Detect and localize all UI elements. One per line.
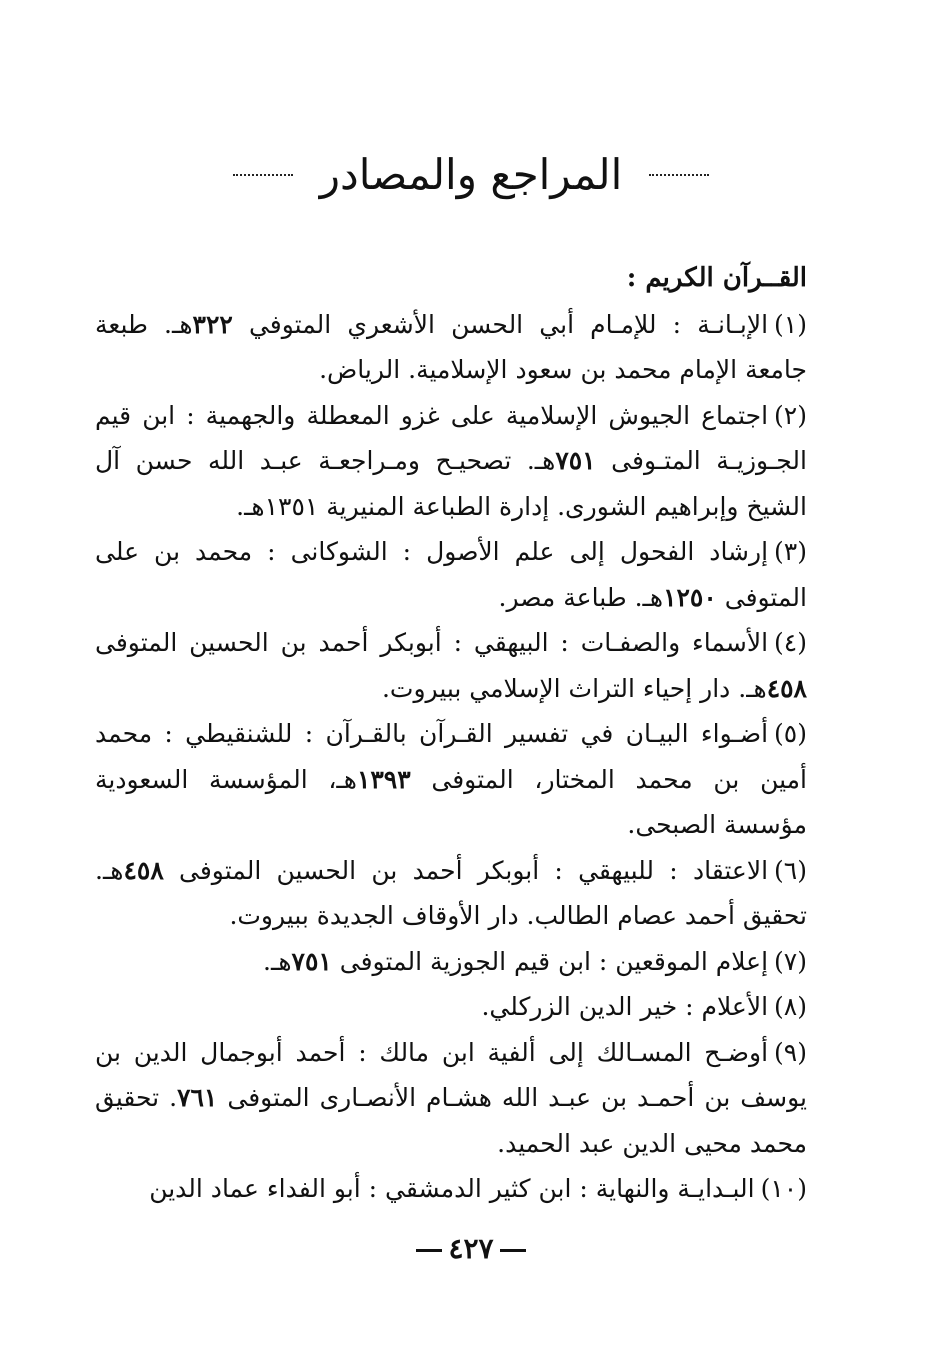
entry-number: (٧) [774, 946, 807, 976]
entry-number: (٤) [774, 628, 807, 657]
entry-year: ٧٦١ [177, 1083, 218, 1112]
entry-text: اجتماع الجيوش الإسلامية على غزو المعطلة والجهمية : ابن قيم الجـوزيـة المتـوفى [95, 400, 807, 475]
entry-number: (٩) [774, 1037, 807, 1067]
entry-text-end: هـ، المؤسسة السعودية مؤسسة الصبحى. [95, 764, 807, 839]
entry-number: (٣) [774, 537, 807, 566]
entry-text-end: هـ. [263, 946, 292, 976]
title-ornament-right [649, 174, 709, 176]
entry-text-end: هـ. تحقيق أحمد عصام الطالب. دار الأوقاف الجديدة ببيروت. [95, 855, 807, 930]
entry-text-end: . تحقيق محمد محيى الدين عبد الحميد. [95, 1083, 807, 1158]
entry-year: ٤٥٨ [766, 673, 807, 703]
entry-text: الأسماء والصفـات : البيهقي : أبوبكر أحمد بن الحسين المتوفى [95, 628, 769, 657]
footer-dash-left [416, 1249, 442, 1252]
reference-entry [95, 1030, 807, 1167]
reference-entry [95, 302, 807, 393]
entry-text: إرشاد الفحول إلى علم الأصول : الشوكانى : محمد بن على المتوفى [95, 537, 807, 612]
entry-text: أوضـح المسـالك إلى ألفية ابن مالك : أحمد أبوجمال الدين بن يوسف بن أحمـد بن عبـد الله هشـام الأنصـارى المتوفى [95, 1037, 807, 1112]
title-block [0, 150, 942, 199]
entry-text: أضـواء البيـان في تفسير القـرآن بالقـرآن : للشنقيطي : محمد أمين بن محمد المختار، المتوفى [95, 719, 808, 794]
entry-number: (٦) [774, 855, 807, 885]
entry-number: (١٠) [760, 1174, 807, 1203]
entry-year: ٤٥٨ [123, 855, 164, 885]
entry-text-end: هـ. دار إحياء التراث الإسلامي ببيروت. [381, 673, 767, 703]
reference-entry [95, 848, 807, 939]
footer-dash-right [500, 1249, 526, 1252]
entry-text: البـدايـة والنهاية : ابن كثير الدمشقي : أبو الفداء عماد الدين [149, 1174, 755, 1203]
entry-text-end: هـ. طبعة جامعة الإمام محمد بن سعود الإسلامية. الرياض. [95, 309, 807, 384]
page-footer [0, 1232, 942, 1265]
entry-year: ١٣٩٣ [356, 764, 411, 794]
entry-number: (٥) [774, 719, 807, 748]
entry-year: ٣٢٢ [192, 309, 233, 339]
entry-number: (١) [774, 309, 807, 339]
section-heading: القــرآن الكريم : [626, 263, 807, 293]
reference-entry [95, 393, 807, 530]
entry-number: (٨) [774, 992, 807, 1021]
reference-entry [95, 1166, 807, 1212]
reference-entry [95, 529, 807, 620]
title-ornament-left [233, 174, 293, 176]
reference-entry [95, 620, 807, 711]
references-list [95, 256, 807, 1212]
entry-text: الإبـانـة : للإمـام أبي الحسن الأشعري المتوفي [232, 309, 769, 339]
page-number: ٤٢٧ [448, 1232, 494, 1265]
entry-year: ٧٥١ [555, 446, 596, 475]
reference-entry [95, 984, 807, 1030]
page-title: المراجع والمصادر [319, 150, 623, 199]
entry-text-end: هـ. تصحيـح ومـراجعـة عبـد الله حسن آل الشيخ وإبراهيم الشورى. إدارة الطباعة المنيرية ١٣٥١هـ. [95, 446, 807, 521]
entry-number: (٢) [774, 400, 807, 430]
reference-entry [95, 939, 807, 985]
reference-entry [95, 711, 807, 848]
entry-text-end: هـ. طباعة مصر. [498, 582, 664, 612]
entry-year: ١٢٥٠ [663, 582, 717, 612]
entry-year: ٧٥١ [291, 946, 332, 976]
entry-text: الأعلام : خير الدين الزركلي. [481, 992, 769, 1021]
entry-text: الاعتقاد : للبيهقي : أبوبكر أحمد بن الحسين المتوفى [163, 855, 769, 885]
entry-text: إعلام الموقعين : ابن قيم الجوزية المتوفى [331, 946, 769, 976]
